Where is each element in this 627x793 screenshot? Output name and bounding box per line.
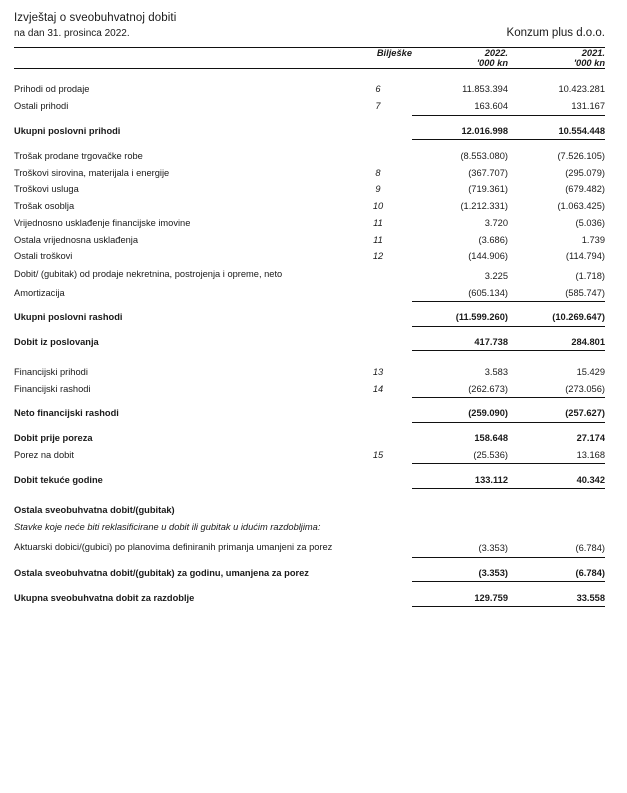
row-label: Financijski prihodi [14,366,88,377]
row-value-2022: (11.599.260) [455,312,508,323]
spacer [14,351,605,363]
row-value-2022: 3.225 [484,270,508,281]
row-note: 8 [375,167,381,178]
spacer [14,140,605,147]
table-row [14,447,605,464]
row-note [344,265,412,284]
row-note: 15 [372,450,384,460]
table-row-total [14,405,605,422]
income-statement-table [14,47,605,607]
row-label: Trošak osoblja [14,201,75,212]
table-row [14,164,605,181]
row-note [344,334,412,351]
row-value-2022: (25.536) [473,450,508,460]
row-value-2022: (605.134) [468,287,508,298]
row-value-2022: (1.212.331) [460,201,508,212]
table-header-row [14,48,605,58]
row-value-2021: 1.739 [581,234,605,245]
row-note [344,565,412,582]
row-value-2022: (8.553.080) [460,150,508,161]
row-value-2022 [412,501,508,518]
row-value-2021: (7.526.105) [557,150,605,161]
row-value-2022: 11.853.394 [462,84,508,95]
row-value-2021: (114.794) [565,251,605,262]
row-value-2021: (6.784) [575,543,605,554]
row-value-2021: (295.079) [565,167,605,178]
row-value-2022 [412,518,508,537]
table-row [14,284,605,301]
row-value-2022: 3.720 [484,217,508,228]
spacer [14,582,605,589]
table-row [14,265,605,284]
spacer [14,302,605,309]
spacer [14,423,605,430]
row-label: Neto financijski rashodi [14,408,119,419]
row-label: Ostali troškovi [14,251,73,262]
row-note [344,430,412,447]
row-value-2022: (259.090) [468,408,508,419]
table-row [14,231,605,248]
row-label: Ostala sveobuhvatna dobit/(gubitak) [14,504,175,515]
row-value-2022: (262.673) [468,383,508,394]
spacer [14,558,605,565]
row-note: 7 [375,101,381,112]
header-notes: Bilješke [376,48,412,58]
row-note [344,405,412,422]
table-row [14,518,605,537]
table-row-total [14,471,605,488]
table-row [14,214,605,231]
table-row-total [14,309,605,326]
table-row [14,198,605,215]
row-value-2021: 40.342 [576,474,605,485]
row-note: 6 [375,84,381,95]
spacer [14,327,605,334]
row-value-2021: (257.627) [565,408,605,419]
table-row [14,98,605,115]
page-title: Izvještaj o sveobuhvatnoj dobiti [14,12,177,24]
row-value-2022: (719.361) [468,184,508,195]
table-row [14,147,605,164]
row-label: Troškovi usluga [14,184,79,195]
row-value-2022: 3.583 [484,366,508,377]
row-label: Prihodi od prodaje [14,84,90,95]
row-value-2021: (585.747) [565,287,605,298]
row-value-2021: 10.423.281 [558,84,605,95]
row-value-2021: (10.269.647) [552,312,605,323]
spacer [14,464,605,471]
row-note [344,284,412,301]
row-label: Vrijednosno usklađenje financijske imovine [14,217,191,228]
row-label: Ostali prihodi [14,101,69,112]
header-year-current: 2022. [484,48,508,58]
grand-total-rule [14,606,605,607]
row-label: Ukupni poslovni rashodi [14,312,123,323]
row-value-2021: (273.056) [565,383,605,394]
spacer [14,398,605,405]
table-row-total [14,334,605,351]
row-note [344,518,412,537]
row-value-2021: (5.036) [575,217,605,228]
header-year-prior: 2021. [581,48,605,58]
row-note: 9 [375,184,381,195]
row-value-2022: 133.112 [474,474,508,485]
spacer [14,69,605,82]
row-note: 12 [372,251,384,262]
row-note: 11 [373,234,383,245]
row-value-2021: (1.063.425) [557,201,605,212]
row-label: Ukupni poslovni prihodi [14,125,121,136]
table-row-grand-total [14,589,605,606]
row-label: Dobit prije poreza [14,433,93,444]
row-label: Porez na dobit [14,450,74,460]
row-label: Dobit/ (gubitak) od prodaje nekretnina, postrojenja i opreme, neto [14,269,283,280]
row-value-2022: (3.353) [478,568,508,578]
row-label: Trošak prodane trgovačke robe [14,150,143,161]
table-row-total [14,565,605,582]
row-note [344,123,412,140]
table-row [14,537,605,556]
table-row [14,181,605,198]
company-name: Konzum plus d.o.o. [506,27,605,39]
statement-date: na dan 31. prosinca 2022. [14,28,130,39]
row-value-2022: 163.604 [474,101,508,112]
row-note [344,147,412,164]
row-label: Ostala sveobuhvatna dobit/(gubitak) za godinu, umanjena za porez [14,568,309,578]
row-value-2021: (6.784) [575,568,605,578]
row-value-2021: 10.554.448 [558,125,605,136]
row-value-2022: 12.016.998 [461,125,508,136]
row-value-2022: 129.759 [474,592,508,603]
row-value-2021: 15.429 [576,366,605,377]
table-header-units-row [14,58,605,68]
row-value-2021: 33.558 [576,592,605,603]
spacer [14,116,605,123]
row-label: Ukupna sveobuhvatna dobit za razdoblje [14,592,195,603]
table-row [14,363,605,380]
row-label: Financijski rashodi [14,383,91,394]
row-note: 13 [372,366,384,377]
row-value-2021: 27.174 [576,433,605,444]
row-value-2022: (144.906) [468,251,508,262]
row-value-2022: (367.707) [468,167,508,178]
row-value-2021: 131.167 [571,101,605,112]
row-label: Amortizacija [14,287,65,298]
header-units-notes-cell [344,58,412,68]
table-row [14,81,605,98]
table-row [14,380,605,397]
row-value-2021 [508,518,605,537]
row-label: Aktuarski dobici/(gubici) po planovima definiranih primanja umanjeni za porez [14,541,333,552]
header-units-label-cell [14,58,344,68]
document-header [14,27,605,39]
row-value-2021 [508,501,605,518]
row-note [344,589,412,606]
row-label: Troškovi sirovina, materijala i energije [14,167,170,178]
row-label: Dobit tekuće godine [14,474,103,485]
table-row-section-heading [14,501,605,518]
row-label: Stavke koje neće biti reklasificirane u dobit ili gubitak u idućim razdobljima: [14,522,321,533]
row-note [344,537,412,556]
row-note [344,501,412,518]
row-value-2021: (1.718) [575,270,605,281]
table-row [14,248,605,265]
row-value-2021: 13.168 [576,450,605,460]
header-unit-current: '000 kn [476,58,508,68]
header-label-cell [14,48,344,58]
row-value-2022: 417.738 [474,337,508,348]
header-unit-prior: '000 kn [573,58,605,68]
row-value-2022: (3.686) [478,234,508,245]
row-value-2021: (679.482) [565,184,605,195]
row-label: Dobit iz poslovanja [14,337,99,348]
row-label: Ostala vrijednosna usklađenja [14,234,139,245]
row-note [344,471,412,488]
row-value-2022: (3.353) [478,543,508,554]
table-row-total [14,123,605,140]
row-value-2021: 284.801 [571,337,605,348]
spacer [14,489,605,501]
row-value-2022: 158.648 [474,433,508,444]
row-note: 14 [372,383,384,394]
table-row-total [14,430,605,447]
row-note: 11 [373,217,383,228]
row-note: 10 [372,201,384,212]
row-note [344,309,412,326]
